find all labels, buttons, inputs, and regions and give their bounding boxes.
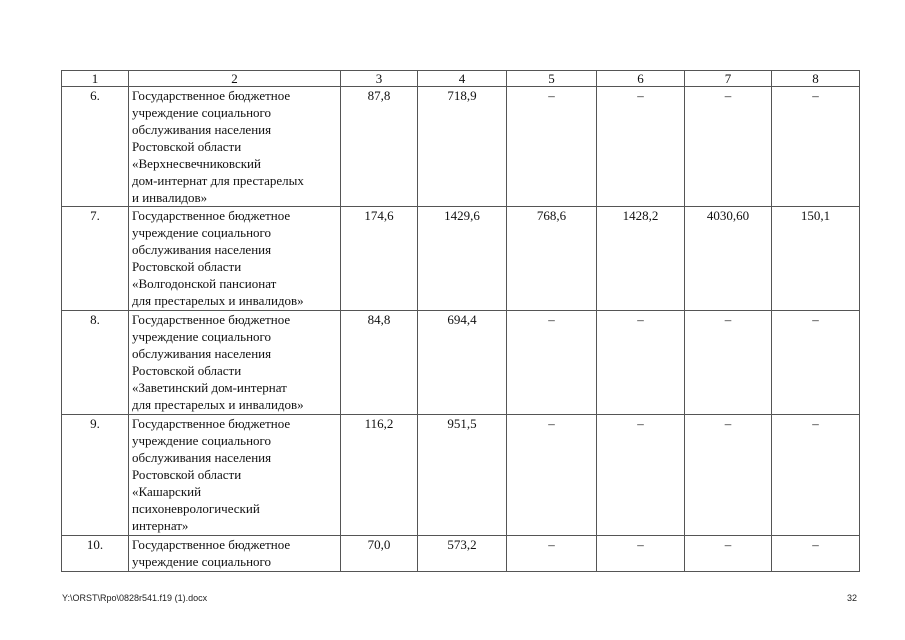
data-table xyxy=(61,70,860,572)
column-header: 1 xyxy=(62,71,129,87)
table-header-row xyxy=(62,71,860,87)
table-cell: – xyxy=(597,536,685,572)
table-cell: 694,4 xyxy=(418,311,507,415)
table-row xyxy=(62,536,860,572)
table-row xyxy=(62,87,860,207)
table-cell: 87,8 xyxy=(341,87,418,207)
row-number: 9. xyxy=(62,415,129,536)
table-cell: – xyxy=(685,536,772,572)
table-cell: 84,8 xyxy=(341,311,418,415)
table-cell: 768,6 xyxy=(507,207,597,311)
institution-name: Государственное бюджетное учреждение социального обслуживания населения Ростовской области «Волгодонской пансионат для престарелых и инвалидов» xyxy=(129,207,341,311)
column-header: 4 xyxy=(418,71,507,87)
table-cell: – xyxy=(772,415,860,536)
table-cell: – xyxy=(685,87,772,207)
table-cell: – xyxy=(772,311,860,415)
column-header: 8 xyxy=(772,71,860,87)
column-header: 5 xyxy=(507,71,597,87)
table-cell: – xyxy=(685,415,772,536)
row-number: 10. xyxy=(62,536,129,572)
table-row xyxy=(62,311,860,415)
table-cell: 1428,2 xyxy=(597,207,685,311)
institution-name: Государственное бюджетное учреждение социального обслуживания населения Ростовской области «Кашарский психоневрологический интернат» xyxy=(129,415,341,536)
institution-name: Государственное бюджетное учреждение социального обслуживания населения Ростовской области «Заветинский дом-интернат для престарелых и инвалидов» xyxy=(129,311,341,415)
table-cell: 573,2 xyxy=(418,536,507,572)
table-cell: 951,5 xyxy=(418,415,507,536)
table-cell: – xyxy=(685,311,772,415)
table-cell: – xyxy=(597,87,685,207)
footer-file-path: Y:\ORST\Rpo\0828r541.f19 (1).docx xyxy=(62,593,208,603)
table-cell: 150,1 xyxy=(772,207,860,311)
footer-page-number: 32 xyxy=(846,593,857,603)
institution-name: Государственное бюджетное учреждение социального обслуживания населения Ростовской области «Верхнесвечниковский дом-интернат для престарелых и инвалидов» xyxy=(129,87,341,207)
column-header: 7 xyxy=(685,71,772,87)
table-cell: – xyxy=(597,311,685,415)
table-row xyxy=(62,207,860,311)
row-number: 8. xyxy=(62,311,129,415)
row-number: 6. xyxy=(62,87,129,207)
table-cell: – xyxy=(507,415,597,536)
table-cell: – xyxy=(507,536,597,572)
column-header: 2 xyxy=(129,71,341,87)
table-cell: 718,9 xyxy=(418,87,507,207)
table-cell: – xyxy=(507,87,597,207)
table-cell: 4030,60 xyxy=(685,207,772,311)
table-cell: 1429,6 xyxy=(418,207,507,311)
table-cell: – xyxy=(772,87,860,207)
table-cell: 116,2 xyxy=(341,415,418,536)
table-cell: 70,0 xyxy=(341,536,418,572)
table-cell: – xyxy=(772,536,860,572)
institution-name: Государственное бюджетное учреждение социального xyxy=(129,536,341,572)
table-row xyxy=(62,415,860,536)
column-header: 3 xyxy=(341,71,418,87)
table-cell: – xyxy=(507,311,597,415)
row-number: 7. xyxy=(62,207,129,311)
column-header: 6 xyxy=(597,71,685,87)
table-cell: 174,6 xyxy=(341,207,418,311)
table-cell: – xyxy=(597,415,685,536)
